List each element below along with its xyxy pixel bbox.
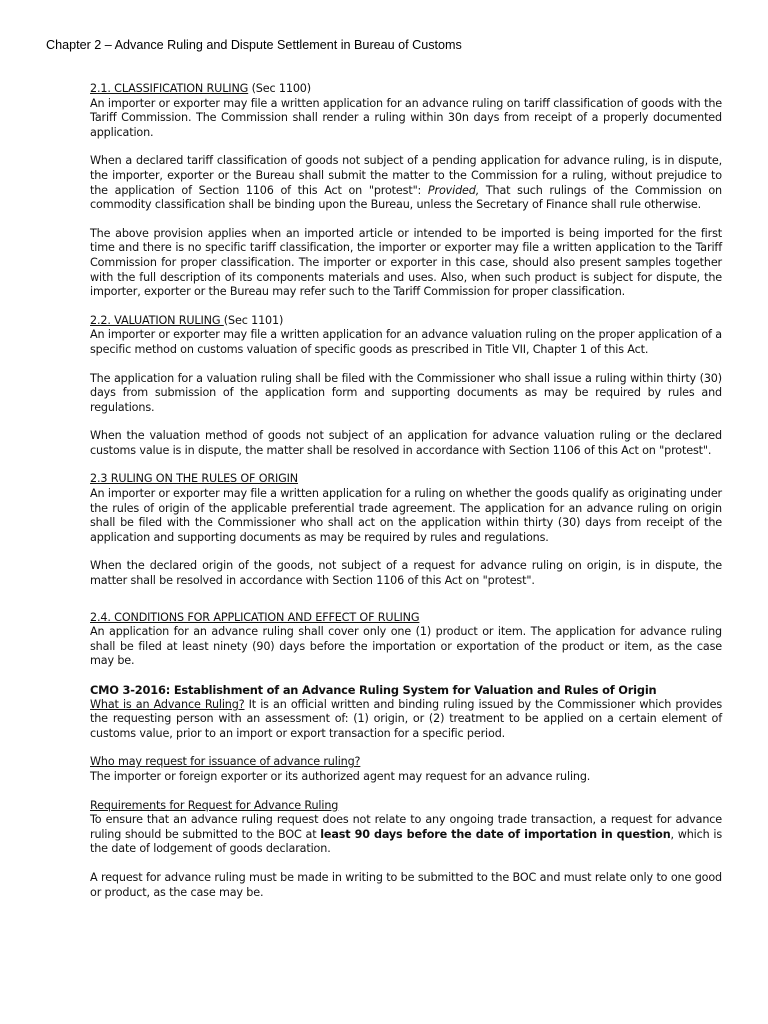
section-2-1-sec: (Sec 1100) bbox=[248, 82, 311, 95]
cmo-answer-3-b: , which is the date of lodgement of goods declaration. bbox=[90, 827, 722, 856]
cmo-answer-3-bold: least 90 days before the date of importation in question bbox=[320, 827, 671, 841]
cmo-question-3-text: Requirements for Request for Advance Ruling bbox=[90, 798, 339, 812]
cmo-answer-4: A request for advance ruling must be made in writing to be submitted to the BOC and must relate only to one good or product, as the case may be. bbox=[90, 870, 722, 899]
p2-text-b: That such rulings of the Commission on commodity classification shall be binding upon the Bureau, unless the Secretary of Finance shall rule otherwise. bbox=[90, 183, 722, 212]
section-2-1-heading bbox=[90, 82, 722, 97]
p2-text-a: When a declared tariff classification of goods not subject of a pending application for advance ruling, is in dispute, the importer, exporter or the Bureau shall submit the matter to the Commission for a ruling, without prejudice to the application of Section 1106 of this Act on "protest": bbox=[90, 154, 722, 197]
section-2-2-paragraph-2: The application for a valuation ruling shall be filed with the Commissioner who shall issue a ruling within thirty (30) days from submission of the application form and supporting documents as may be required by rules and regulations. bbox=[90, 371, 722, 414]
cmo-answer-2: The importer or foreign exporter or its authorized agent may request for an advance ruling. bbox=[90, 769, 591, 783]
section-2-1-paragraph-1: An importer or exporter may file a written application for an advance ruling on tariff classification of goods with the Tariff Commission. The Commission shall render a ruling within 30n days from receipt of a properly documented application. bbox=[90, 96, 722, 139]
cmo-answer-1: It is an official written and binding ruling issued by the Commissioner which provides the requesting person with an assessment of: (1) origin, or (2) treatment to be applied on a certain element of customs value, prior to an import or export transaction for a specific period. bbox=[90, 697, 722, 740]
cmo-answer-3-a: To ensure that an advance ruling request does not relate to any ongoing trade transaction, a request for advance ruling should be submitted to the BOC at bbox=[90, 813, 722, 841]
cmo-question-1: What is an Advance Ruling? bbox=[90, 697, 245, 711]
section-2-3-heading bbox=[90, 472, 722, 487]
section-2-4-paragraph-1: An application for an advance ruling shall cover only one (1) product or item. The application for advance ruling shall be filed at least ninety (90) days before the importation or exportation of the product or item, as the case may be. bbox=[90, 625, 722, 668]
provided-italic: Provided, bbox=[427, 183, 480, 197]
section-2-4-heading bbox=[90, 611, 722, 626]
section-2-1-title: 2.1. CLASSIFICATION RULING bbox=[90, 82, 249, 95]
section-2-2-paragraph-1: An importer or exporter may file a written application for an advance valuation ruling on the proper application of a specific method on customs valuation of specific goods as prescribed in Title VII, Chapter 1 of this Act. bbox=[90, 328, 722, 356]
chapter-title: Chapter 2 – Advance Ruling and Dispute Settlement in Bureau of Customs bbox=[46, 38, 462, 52]
section-2-2-paragraph-3: When the valuation method of goods not subject of an application for advance valuation ruling or the declared customs value is in dispute, the matter shall be resolved in accordance with Section 1106 of this Act on "protest". bbox=[90, 429, 722, 457]
section-2-3-title: 2.3 RULING ON THE RULES OF ORIGIN bbox=[90, 472, 299, 486]
section-2-1-paragraph-3: The above provision applies when an imported article or intended to be imported is being imported for the first time and there is no specific tariff classification, the importer or exporter may file a written application to the Tariff Commission for proper classification. The importer or exporter in this case, should also present samples together with the full description of its components materials and uses. Also, when such product is subject for dispute, the importer, exporter or the Bureau may refer such to the Tariff Commission for proper classification. bbox=[90, 226, 722, 299]
cmo-question-3 bbox=[90, 799, 722, 814]
document-body bbox=[90, 82, 722, 900]
section-2-1-paragraph-2 bbox=[90, 154, 722, 212]
cmo-question-2 bbox=[90, 755, 722, 770]
cmo-title: CMO 3-2016: Establishment of an Advance Ruling System for Valuation and Rules of Origin bbox=[90, 683, 657, 697]
cmo-answer-3 bbox=[90, 813, 722, 857]
section-2-2-title: 2.2. VALUATION RULING bbox=[90, 313, 224, 327]
section-2-2-heading bbox=[90, 314, 722, 329]
section-2-3-paragraph-2: When the declared origin of the goods, not subject of a request for advance ruling on origin, is in dispute, the matter shall be resolved in accordance with Section 1106 of this Act on "protest". bbox=[90, 559, 722, 588]
section-2-4-title: 2.4. CONDITIONS FOR APPLICATION AND EFFECT OF RULING bbox=[90, 610, 420, 624]
cmo-question-2-text: Who may request for issuance of advance ruling? bbox=[90, 755, 361, 769]
section-2-2-sec: (Sec 1101) bbox=[223, 313, 284, 327]
section-2-3-paragraph-1: An importer or exporter may file a written application for a ruling on whether the goods qualify as originating under the rules of origin of the applicable preferential trade agreement. The application for an advance ruling on origin shall be filed with the Commissioner who shall act on the application within thirty (30) days from receipt of the application and supporting documents as may be required by rules and regulations. bbox=[90, 487, 722, 544]
cmo-what-is-paragraph bbox=[90, 698, 722, 742]
